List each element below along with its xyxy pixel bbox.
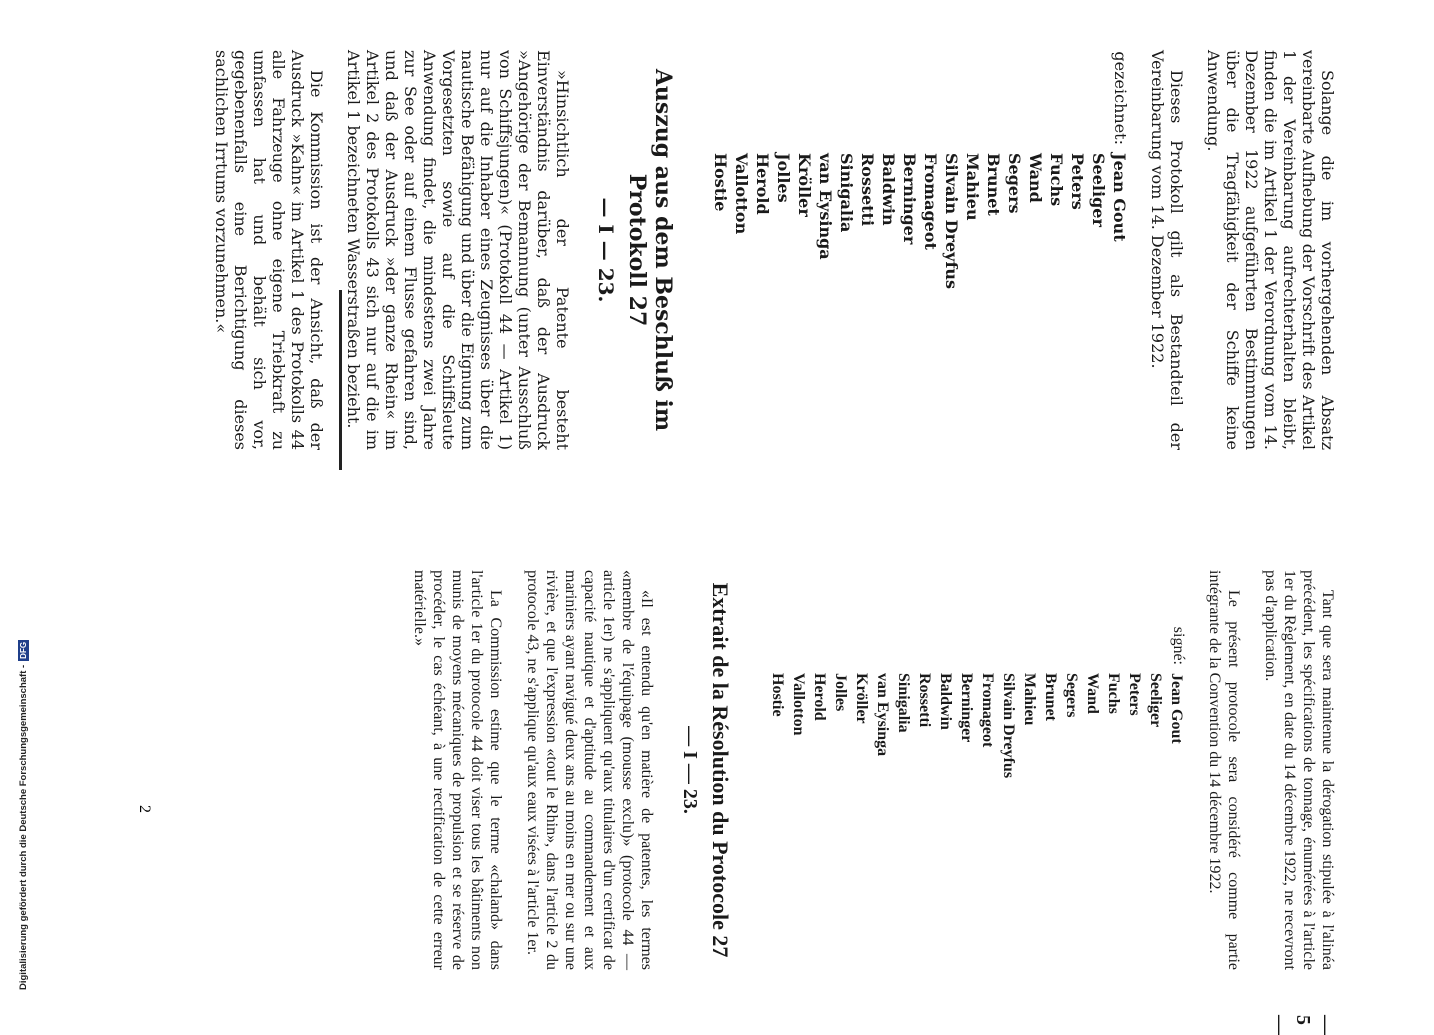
german-paragraph-3: »Hinsichtlich der Patente besteht Einverständnis darüber, daß der Ausdruck »Angehörige der Bemannung (unter Ausschluß von Schiffsjungen)« (Protokoll 44 — Artikel 1) nur auf die Inhaber eines Zeugnisses über die nautische Befähigung und über die Eignung zum Vorgesetzten sowie auf die Schiffsleute Anwendung findet, die mindestens zwei Jahre zur See oder auf einem Flusse gefahren sind, und daß der Ausdruck »der ganze Rhein« im Artikel 2 des Protokolls 43 sich nur auf die im Artikel 1 bezeichneten Wasserstraßen bezieht.	[344, 50, 572, 450]
signatory-name: Jolles	[832, 673, 849, 712]
dfg-logo: DFG	[18, 641, 28, 659]
german-paragraph-2: Dieses Protokoll gilt als Bestandteil der Vereinbarung vom 14. Dezember 1922.	[1148, 50, 1186, 450]
french-heading: Extrait de la Résolution du Protocole 27	[708, 582, 733, 958]
signatory-name: Jean Gout	[1168, 673, 1185, 744]
signatory-name: Berninger	[958, 673, 975, 743]
digitization-footer	[14, 600, 32, 990]
signatory-name: Brunet	[1042, 673, 1059, 721]
signatory-name: Herold	[753, 153, 772, 215]
footer-text: Digitalisierung gefördert durch die Deutsche Forschungsgemeinschaft -	[17, 664, 29, 990]
signatory-name: Segers	[1005, 153, 1024, 214]
french-signed-label: signé:	[1170, 626, 1187, 665]
signatory-name: Kröller	[795, 153, 814, 217]
french-paragraph-2: Le présent protocole sera considéré comme partie intégrante de la Convention du 14 décembre 1922.	[1206, 570, 1242, 970]
signatory-name: van Eysinga	[816, 153, 835, 260]
signatory-name: Fuchs	[1105, 673, 1122, 714]
signatory-name: Vallotton	[790, 673, 807, 736]
german-paragraph-4: Die Kommission ist der Ansicht, daß der Ausdruck »Kahn« im Artikel 1 des Protokolls 44 alle Fahrzeuge ohne eigene Triebkraft zu umfassen hat und behält sich vor, gegebenenfalls eine Berichtigung dieses sachlichen Irrtums vorzunehmen.«	[212, 50, 326, 450]
signatory-name: Seeliger	[1147, 673, 1164, 728]
signatory-name: Segers	[1063, 673, 1080, 718]
german-subheading: — I — 23.	[594, 197, 618, 303]
signatory-name: Mahieu	[1021, 673, 1038, 726]
german-column	[194, 50, 1337, 450]
french-paragraph-3: «Il est entendu qu'en matière de patentes, les termes «membre de l'équipage (mousse exclu)» (protocole 44 — article 1er) ne s'appliquent qu'aux titulaires d'un certificat de capacité nautique et d'aptitude au commandement et aux mariniers ayant navigué deux ans au moins en mer ou sur une rivière, et que l'expression «tout le Rhin», dans l'article 2 du protocole 43, ne s'applique qu'aux eaux visées à l'article 1er.	[524, 570, 655, 970]
signatory-name: Fuchs	[1047, 153, 1066, 207]
signatory-name: Sinigalia	[895, 673, 912, 733]
signatory-name: Herold	[811, 673, 828, 721]
signatory-name: Fromageot	[979, 673, 996, 748]
german-paragraph-1: Solange die im vorhergehenden Absatz vereinbarte Aufhebung der Vorschrift des Artikel 1 der Vereinbarung aufrechterhalten bleibt, finden die im Artikel 1 der Verordnung vom 14. Dezember 1922 aufgeführten Bestimmungen über die Tragfähigkeit der Schiffe keine Anwendung.	[1204, 50, 1337, 450]
signatory-name: Sinigalia	[837, 153, 856, 233]
french-paragraph-1: Tant que sera maintenue la dérogation stipulée à l'alinéa précédent, les spécifications de tonnage, énumérées à l'article 1er du Règlement, en date du 14 décembre 1922, ne recevront pas d'application.	[1262, 570, 1336, 970]
german-heading: Auszug aus dem Beschluß im Protokoll 27	[624, 68, 676, 432]
french-signatory-list	[767, 673, 1187, 778]
french-column	[392, 570, 1337, 970]
signatory-name: Wand	[1026, 153, 1045, 203]
signatory-name: van Eysinga	[874, 673, 891, 757]
french-subheading: — I — 23.	[679, 726, 701, 814]
signatory-name: Fromageot	[921, 153, 940, 250]
signatory-name: Jean Gout	[1110, 153, 1129, 242]
signatory-name: Jolles	[774, 153, 793, 203]
german-signatory-list	[710, 153, 1130, 289]
french-signatures	[767, 570, 1187, 970]
german-signatures	[710, 50, 1130, 450]
signatory-name: Rossetti	[858, 153, 877, 227]
horizontal-rule	[339, 290, 342, 470]
sheet-number: 2	[136, 805, 153, 813]
signatory-name: Baldwin	[937, 673, 954, 730]
german-signed-label: gezeichnet:	[1111, 51, 1130, 145]
signatory-name: Rossetti	[916, 673, 933, 728]
signatory-name: Wand	[1084, 673, 1101, 714]
rotated-document	[212, 50, 1337, 1035]
signatory-name: Silvain Dreyfus	[1000, 673, 1017, 779]
signatory-name: Baldwin	[879, 153, 898, 226]
signatory-name: Hostie	[711, 153, 730, 212]
signatory-name: Mahieu	[963, 153, 982, 221]
page-number: — 5 —	[1269, 1015, 1337, 1035]
signatory-name: Hostie	[769, 673, 786, 717]
signatory-name: Brunet	[984, 153, 1003, 216]
signatory-name: Kröller	[853, 673, 870, 724]
signatory-name: Berninger	[900, 153, 919, 245]
signatory-name: Peters	[1068, 153, 1087, 210]
signatory-name: Peters	[1126, 673, 1143, 716]
signatory-name: Seeliger	[1089, 153, 1108, 227]
signatory-name: Silvain Dreyfus	[942, 153, 961, 289]
french-paragraph-4: La Commission estime que le terme «chaland» dans l'article 1er du protocole 44 doit viser tous les bâtiments non munis de moyens mécaniques de propulsion et se réserve de procéder, le cas échéant, à une rectification de cette erreur matérielle.»	[411, 570, 504, 970]
signatory-name: Vallotton	[732, 153, 751, 235]
